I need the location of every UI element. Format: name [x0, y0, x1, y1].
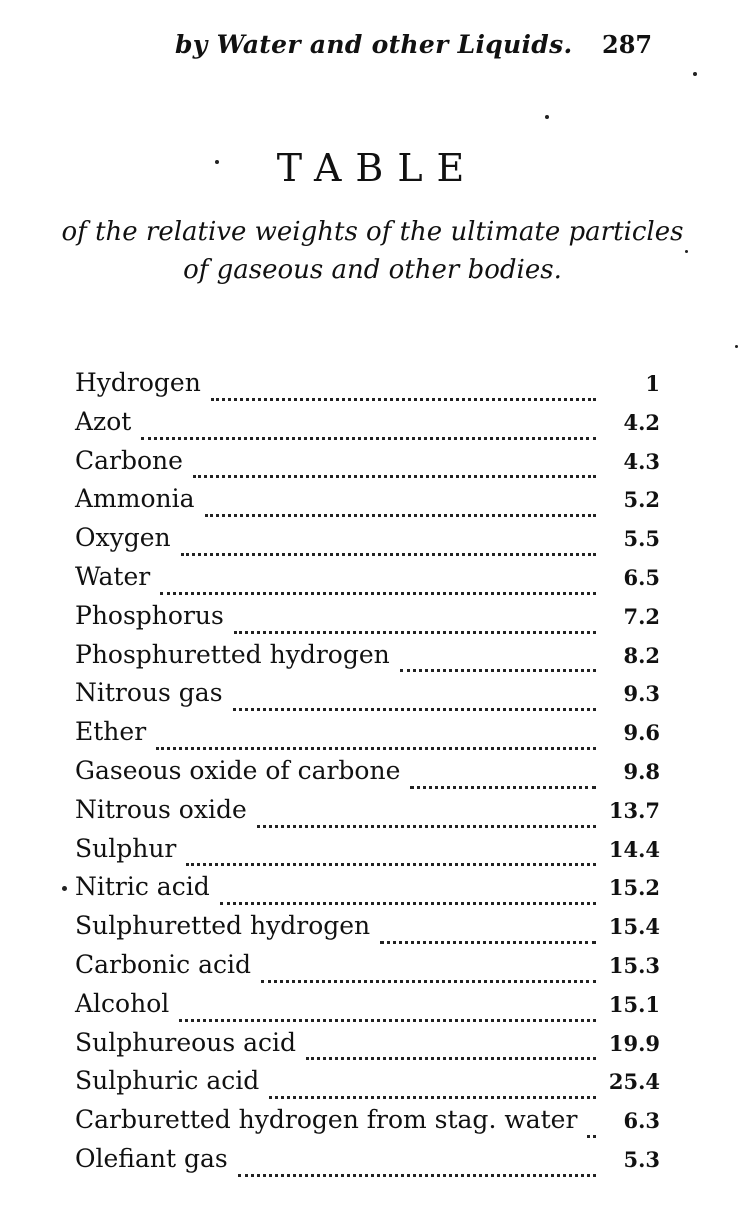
table-row — [75, 1105, 660, 1144]
relative-weight: 5.2 — [623, 487, 660, 513]
table-subtitle-line-2: of gaseous and other bodies. — [183, 255, 562, 285]
table-row — [75, 911, 660, 950]
substance-name: Phosphuretted hydrogen — [75, 639, 390, 669]
substance-name: Nitrous oxide — [75, 794, 247, 824]
substance-name: Carburetted hydrogen from stag. water — [75, 1105, 578, 1135]
relative-weight: 15.1 — [608, 991, 660, 1017]
dot-leader — [238, 1174, 596, 1177]
table-row — [75, 407, 660, 446]
relative-weight: 1 — [645, 371, 660, 396]
substance-name: Phosphorus — [75, 600, 224, 630]
table-row — [75, 717, 660, 756]
table-row — [75, 795, 660, 834]
substance-name: Olefiant gas — [75, 1143, 228, 1173]
ink-speck — [693, 72, 697, 76]
dot-leader — [234, 631, 596, 634]
dot-leader — [380, 941, 596, 944]
substance-name: Ether — [75, 717, 147, 747]
relative-weight: 15.2 — [608, 875, 660, 901]
substance-name: Alcohol — [75, 988, 170, 1018]
relative-weight: 4.2 — [623, 409, 660, 435]
ink-speck — [215, 160, 219, 164]
table-row — [75, 756, 660, 795]
substance-name: Hydrogen — [75, 368, 201, 397]
dot-leader — [261, 980, 596, 983]
table-row — [75, 872, 660, 911]
table-row — [75, 950, 660, 989]
dot-leader — [400, 669, 596, 672]
dot-leader — [193, 475, 596, 478]
table-row — [75, 1066, 660, 1105]
relative-weight: 9.8 — [623, 758, 660, 784]
relative-weight: 15.4 — [608, 914, 660, 940]
table-row — [75, 446, 660, 485]
relative-weight: 5.5 — [623, 526, 660, 552]
page-number: 287 — [602, 30, 653, 59]
substance-name: Carbonic acid — [75, 949, 251, 979]
relative-weight: 9.6 — [623, 720, 660, 746]
table-row — [75, 523, 660, 562]
table-row — [75, 1144, 660, 1183]
substance-name: Carbone — [75, 445, 183, 475]
table-row — [75, 834, 660, 873]
dot-leader — [205, 514, 596, 517]
running-head — [0, 28, 745, 68]
substance-name: Nitrous gas — [75, 678, 223, 708]
dot-leader — [257, 825, 596, 828]
weights-table — [75, 368, 660, 1183]
table-row — [75, 484, 660, 523]
dot-leader — [179, 1019, 596, 1022]
substance-name: Sulphuretted hydrogen — [75, 911, 371, 941]
relative-weight: 14.4 — [608, 836, 660, 862]
relative-weight: 15.3 — [608, 952, 660, 978]
relative-weight: 7.2 — [623, 603, 660, 629]
dot-leader — [220, 902, 596, 905]
ink-speck — [735, 345, 738, 348]
ink-speck — [685, 250, 688, 253]
table-heading: TABLE — [276, 146, 479, 190]
table-subtitle-line-1: of the relative weights of the ultimate particles — [61, 217, 684, 247]
relative-weight: 25.4 — [608, 1069, 660, 1095]
relative-weight: 5.3 — [623, 1146, 660, 1172]
substance-name: Ammonia — [75, 484, 195, 514]
dot-leader — [156, 747, 596, 750]
table-row — [75, 1028, 660, 1067]
substance-name: Gaseous oxide of carbone — [75, 755, 401, 785]
dot-leader — [306, 1057, 596, 1060]
substance-name: Nitric acid — [75, 872, 210, 902]
dot-leader — [160, 592, 596, 595]
dot-leader — [410, 786, 596, 789]
relative-weight: 6.3 — [623, 1108, 660, 1134]
dot-leader — [181, 553, 596, 556]
relative-weight: 19.9 — [608, 1030, 660, 1056]
table-row — [75, 989, 660, 1028]
ink-speck — [545, 115, 549, 119]
relative-weight: 13.7 — [608, 797, 660, 823]
substance-name: Sulphur — [75, 833, 177, 863]
dot-leader — [587, 1135, 596, 1138]
running-title: by Water and other Liquids. — [175, 30, 573, 59]
substance-name: Water — [75, 561, 151, 591]
relative-weight: 8.2 — [623, 642, 660, 668]
substance-name: Sulphureous acid — [75, 1027, 297, 1057]
ink-speck — [62, 886, 67, 891]
dot-leader — [233, 708, 596, 711]
substance-name: Azot — [75, 406, 132, 436]
substance-name: Sulphuric acid — [75, 1066, 260, 1096]
table-row — [75, 601, 660, 640]
dot-leader — [211, 398, 596, 401]
dot-leader — [269, 1096, 596, 1099]
substance-name: Oxygen — [75, 523, 171, 553]
table-row — [75, 562, 660, 601]
relative-weight: 9.3 — [623, 681, 660, 707]
relative-weight: 4.3 — [623, 448, 660, 474]
table-row — [75, 678, 660, 717]
dot-leader — [186, 863, 596, 866]
table-row — [75, 368, 660, 407]
dot-leader — [141, 437, 596, 440]
table-row — [75, 640, 660, 679]
relative-weight: 6.5 — [623, 564, 660, 590]
